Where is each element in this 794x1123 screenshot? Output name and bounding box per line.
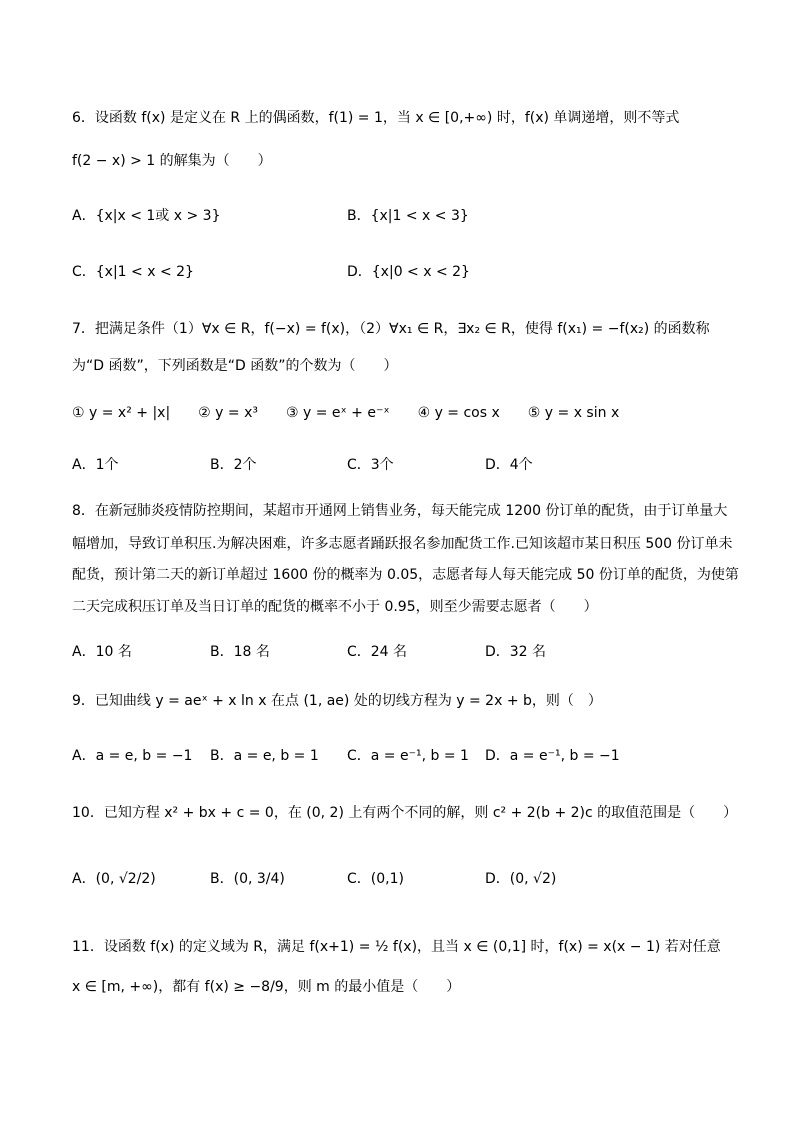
- q6-option-a: A．{x|x < 1或 x > 3}: [72, 208, 221, 224]
- q8-option-d: D．32 名: [485, 644, 547, 660]
- q9-option-d: D．a = e⁻¹, b = −1: [485, 748, 620, 764]
- q10-option-d: D．(0, √2): [485, 871, 557, 887]
- q10-option-c: C．(0,1): [347, 871, 404, 887]
- q7-stem-line2: 为“D 函数”，下列函数是“D 函数”的个数为（ ）: [72, 358, 398, 374]
- q9-option-c: C．a = e⁻¹, b = 1: [347, 748, 469, 764]
- q9-stem-line1: 9．已知曲线 y = aeˣ + x ln x 在点 (1, ae) 处的切线方程为 y = 2x + b，则（ ）: [72, 693, 602, 709]
- q6-stem-line2: f(2 − x) > 1 的解集为（ ）: [72, 153, 272, 169]
- q10-option-a: A．(0, √2/2): [72, 871, 156, 887]
- q8-stem-line1: 8．在新冠肺炎疫情防控期间，某超市开通网上销售业务，每天能完成 1200 份订单的配货，由于订单量大: [72, 503, 728, 519]
- q7-option-d: D．4个: [485, 457, 533, 473]
- q6-option-c: C．{x|1 < x < 2}: [72, 264, 194, 280]
- q10-stem-line1: 10．已知方程 x² + bx + c = 0，在 (0, 2) 上有两个不同的解，则 c² + 2(b + 2)c 的取值范围是（ ）: [72, 805, 738, 821]
- q7-option-b: B．2个: [210, 457, 257, 473]
- q6-option-b: B．{x|1 < x < 3}: [347, 208, 469, 224]
- q8-option-a: A．10 名: [72, 644, 132, 660]
- q6-option-d: D．{x|0 < x < 2}: [347, 264, 470, 280]
- q8-stem-line3: 配货，预计第二天的新订单超过 1600 份的概率为 0.05，志愿者每人每天能完成 50 份订单的配货，为使第: [72, 567, 739, 583]
- q7-function-list: ① y = x² + |x| ② y = x³ ③ y = eˣ + e⁻ˣ ④ y = cos x ⑤ y = x sin x: [72, 405, 620, 421]
- q7-stem-line1: 7．把满足条件（1）∀x ∈ R，f(−x) = f(x)，（2）∀x₁ ∈ R，∃x₂ ∈ R，使得 f(x₁) = −f(x₂) 的函数称: [72, 321, 710, 337]
- q6-stem-line1: 6．设函数 f(x) 是定义在 R 上的偶函数，f(1) = 1，当 x ∈ [0,+∞) 时，f(x) 单调递增，则不等式: [72, 110, 680, 126]
- q11-stem-line2: x ∈ [m, +∞)，都有 f(x) ≥ −8/9，则 m 的最小值是（ ）: [72, 979, 461, 995]
- q9-option-a: A．a = e, b = −1: [72, 748, 193, 764]
- q9-option-b: B．a = e, b = 1: [210, 748, 319, 764]
- q7-option-c: C．3个: [347, 457, 394, 473]
- q8-stem-line4: 二天完成积压订单及当日订单的配货的概率不小于 0.95，则至少需要志愿者（ ）: [72, 599, 598, 615]
- q8-option-c: C．24 名: [347, 644, 408, 660]
- q11-stem-line1: 11．设函数 f(x) 的定义域为 R，满足 f(x+1) = ½ f(x)，且当 x ∈ (0,1] 时，f(x) = x(x − 1) 若对任意: [72, 939, 721, 955]
- q8-stem-line2: 幅增加，导致订单积压.为解决困难，许多志愿者踊跃报名参加配货工作.已知该超市某日积压 500 份订单未: [72, 536, 733, 552]
- q8-option-b: B．18 名: [210, 644, 270, 660]
- q10-option-b: B．(0, 3/4): [210, 871, 285, 887]
- q7-option-a: A．1个: [72, 457, 119, 473]
